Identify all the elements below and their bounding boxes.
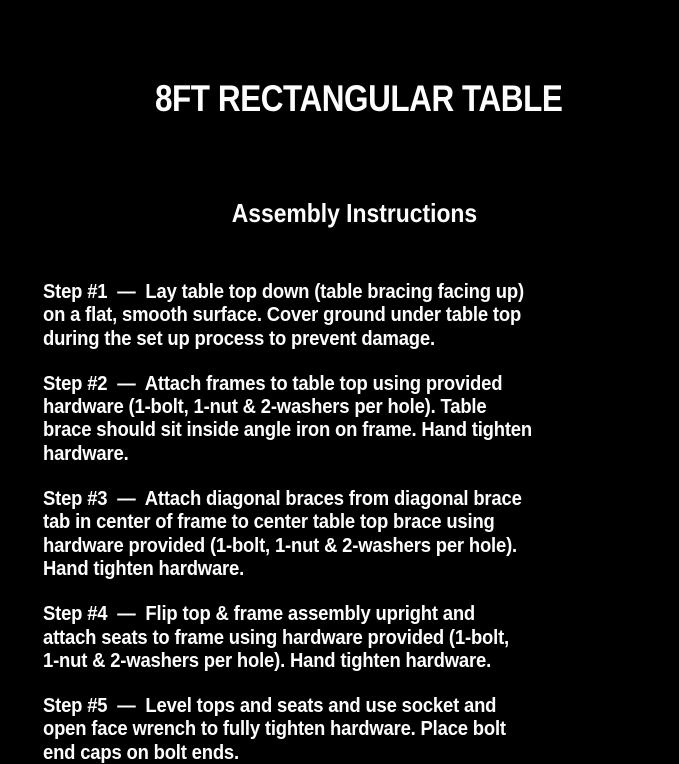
step-line: attach seats to frame using hardware provided (1-bolt, <box>43 625 509 649</box>
instructions-body <box>0 258 679 764</box>
step-line: end caps on bolt ends. <box>43 740 239 764</box>
step-4-paragraph <box>43 602 649 672</box>
page-title <box>0 30 679 168</box>
step-line: Step #3 — Attach diagonal braces from diagonal brace <box>43 487 522 511</box>
step-line: brace should sit inside angle iron on frame. Hand tighten <box>43 418 532 442</box>
step-1-paragraph <box>43 280 649 350</box>
step-line: hardware (1-bolt, 1-nut & 2-washers per hole). Table <box>43 395 487 419</box>
step-line: open face wrench to fully tighten hardware. Place bolt <box>43 717 506 741</box>
step-line: Step #1 — Lay table top down (table bracing facing up) <box>43 280 524 303</box>
step-line: hardware provided (1-bolt, 1-nut & 2-washers per hole). <box>43 533 517 557</box>
page-title-text: 8FT RECTANGULAR TABLE <box>155 78 563 119</box>
page-subtitle <box>0 168 679 258</box>
step-line: Step #4 — Flip top & frame assembly upright and <box>43 602 476 626</box>
step-line: on a flat, smooth surface. Cover ground under table top <box>43 303 522 327</box>
step-line: Step #2 — Attach frames to table top using provided <box>43 371 503 395</box>
step-line: during the set up process to prevent damage. <box>43 326 435 350</box>
step-line: Step #5 — Level tops and seats and use socket and <box>43 694 497 718</box>
header <box>0 0 679 258</box>
page-subtitle-text: Assembly Instructions <box>231 198 477 228</box>
step-line: tab in center of frame to center table top brace using <box>43 510 495 534</box>
step-line: 1-nut & 2-washers per hole). Hand tighten hardware. <box>43 648 492 672</box>
step-line: hardware. <box>43 441 129 465</box>
step-5-paragraph <box>43 694 649 764</box>
step-2-paragraph <box>43 372 649 465</box>
step-3-paragraph <box>43 487 649 580</box>
step-line: Hand tighten hardware. <box>43 556 245 580</box>
